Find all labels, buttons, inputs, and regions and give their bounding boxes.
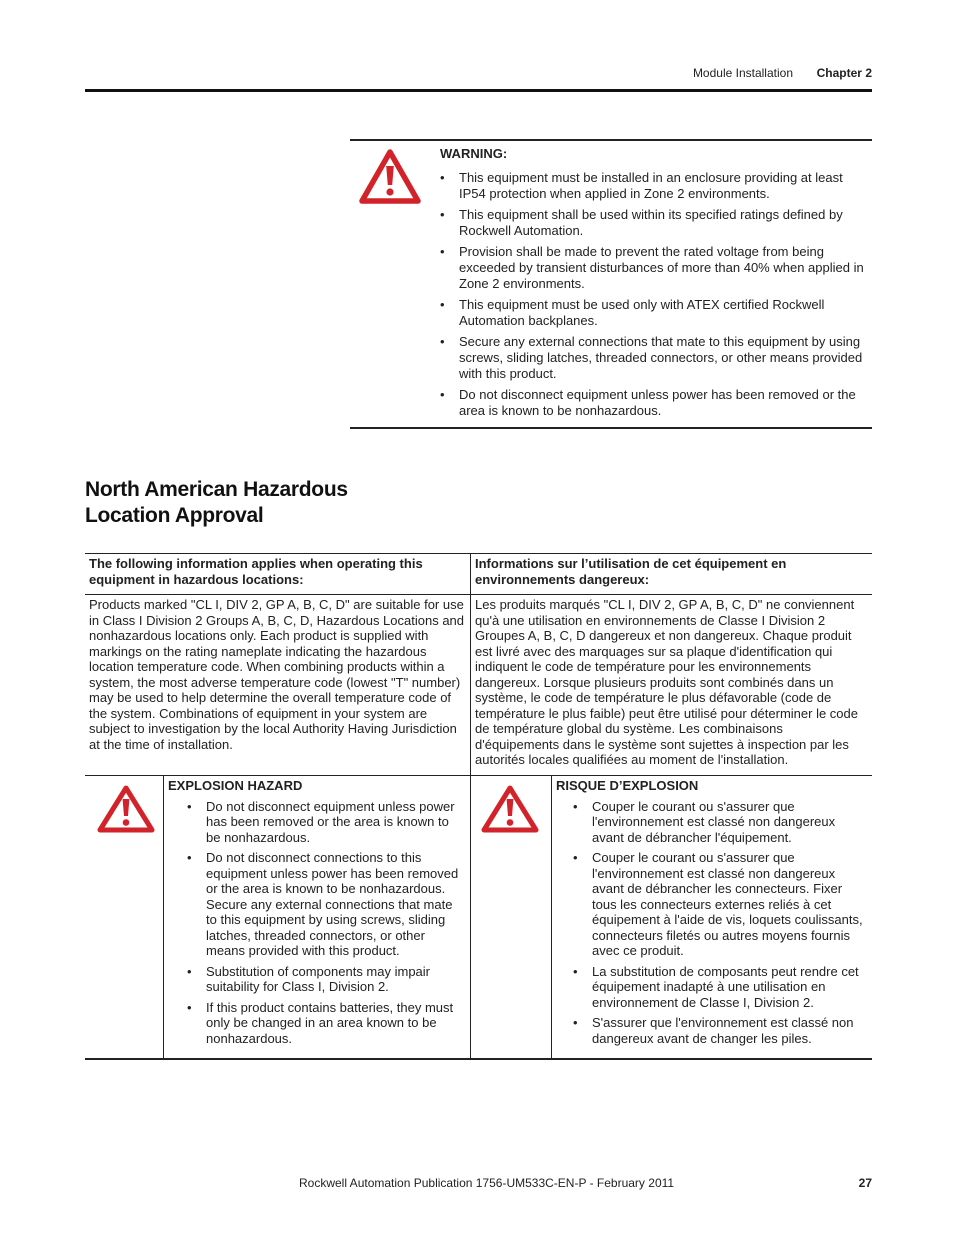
list-item: • La substitution de composants peut rendre cet équipement inadapté à une utilisation en environnement de Classe I, Division 2. [573,963,859,1010]
table-rule-middle [85,775,872,776]
page-header [85,66,872,82]
header-chapter: Chapter 2 [816,66,872,80]
warning-title: WARNING: [440,146,508,161]
explosion-hazard-en [168,778,466,1051]
page-footer [85,1176,872,1192]
warning-list [440,170,870,419]
list-item: • Secure any external connections that mate to this equipment by using screws, sliding latches, threaded connectors, or other means provided with this product. [440,334,863,381]
explosion-hazard-fr [556,778,870,1051]
table-header-fr: Informations sur l’utilisation de cet équipement en environnements dangereux: [475,556,787,587]
list-item: • Do not disconnect equipment unless power has been removed or the area is known to be nonhazardous. [440,387,856,418]
warning-triangle-icon [481,785,539,837]
warning-triangle-icon [359,149,421,210]
explosion-list-en [168,799,466,1047]
table-rule-top [85,553,872,554]
explosion-list-fr [556,799,870,1047]
list-item: • Couper le courant ou s'assurer que l'environnement est classé non dangereux avant de débrancher l'équipement. [573,798,836,845]
section-heading: North American Hazardous Location Approval [85,478,348,527]
list-item: • This equipment must be installed in an enclosure providing at least IP54 protection when applied in Zone 2 environments. [440,170,843,201]
list-item: • S'assurer que l'environnement est classé non dangereux avant de changer les piles. [573,1015,854,1046]
header-rule [85,89,872,92]
warning-box [350,139,872,429]
table-body-fr: Les produits marqués "CL I, DIV 2, GP A, B, C, D" ne conviennent qu'à une utilisation en environnements de Classe I Division 2 Groupes A, B, C, D dangereux et non dangereux. Chaque produit est livré avec des marquages sur sa plaque d'identification qui indiquent le code de température pour les environnements dangereux. Lorsque plusieurs produits sont combinés dans un système, le code de température le plus défavorable (code de température le plus faible) peut être utilisé pour déterminer le code de température global du système. Les combinaisons d'équipements dans le système sont sujettes à inspection par les autorités locales qualifiées au moment de l'installation. [475,597,858,767]
table-divider-icon-fr [551,775,552,1059]
header-section: Module Installation [692,66,793,80]
explosion-title-fr: RISQUE D’EXPLOSION [556,778,699,793]
table-rule-bottom [85,1058,872,1060]
explosion-title-en: EXPLOSION HAZARD [168,778,303,793]
list-item: • This equipment shall be used within its specified ratings defined by Rockwell Automation. [440,207,843,238]
hazardous-location-table [85,553,872,1060]
list-item: • Do not disconnect equipment unless power has been removed or the area is known to be nonhazardous. [187,798,455,845]
table-divider-center [470,553,471,1059]
list-item: • Couper le courant ou s'assurer que l'environnement est classé non dangereux avant de débrancher les connecteurs. Fixer tous les connecteurs externes reliés à cet équipement à l'aide de vis, loquets coulissants, connecteurs filetés ou autres moyens fournis avec ce produit. [573,850,863,958]
table-divider-icon-en [163,775,164,1059]
table-body-en: Products marked "CL I, DIV 2, GP A, B, C, D" are suitable for use in Class I Division 2 Groups A, B, C, D, Hazardous Locations and nonhazardous locations only. Each product is supplied with markings on the rating nameplate indicating the hazardous location temperature code. When combining products within a system, the most adverse temperature code (lowest "T" number) may be used to help determine the overall temperature code of the system. Combinations of equipment in your system are subject to investigation by the local Authority Having Jurisdiction at the time of installation. [89,597,465,752]
list-item: • Do not disconnect connections to this equipment unless power has been removed or the area is known to be nonhazardous. Secure any external connections that mate to this equipment by using screws, sliding latches, threaded connectors, or other means provided with this product. [187,850,459,958]
page-number: 27 [858,1176,872,1190]
warning-triangle-icon [97,785,155,837]
list-item: • Provision shall be made to prevent the rated voltage from being exceeded by transient disturbances of more than 40% when applied in Zone 2 environments. [440,244,864,291]
table-rule-header [85,594,872,595]
list-item: • This equipment must be used only with ATEX certified Rockwell Automation backplanes. [440,297,825,328]
footer-publication: Rockwell Automation Publication 1756-UM533C-EN-P - February 2011 [299,1176,675,1190]
list-item: • Substitution of components may impair suitability for Class I, Division 2. [187,963,430,994]
list-item: • If this product contains batteries, they must only be changed in an area known to be nonhazardous. [187,999,454,1046]
table-header-en: The following information applies when operating this equipment in hazardous locations: [89,556,423,587]
